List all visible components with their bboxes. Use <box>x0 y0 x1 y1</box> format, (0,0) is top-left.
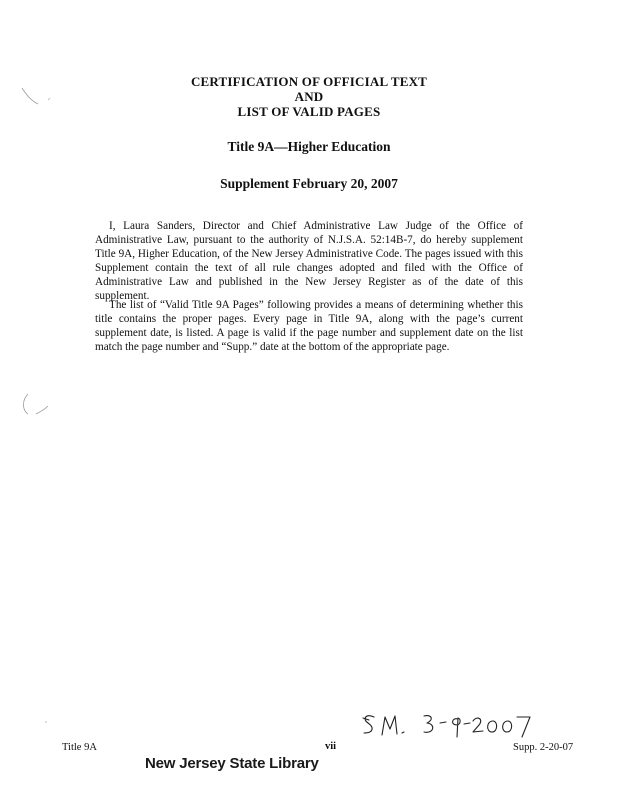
document-title: Title 9A—Higher Education <box>227 139 391 154</box>
footer-page-number: vii <box>325 741 337 752</box>
heading-line-1: CERTIFICATION OF OFFICIAL TEXT <box>190 74 428 89</box>
scan-artifact-icon <box>20 86 54 108</box>
handwritten-note-icon <box>360 705 540 745</box>
certification-paragraph: I, Laura Sanders, Director and Chief Administrative Law Judge of the Office of Administrative Law, pursuant to the authority of N.J.S.A. 52:14B-7, do hereby supplement Title 9A, Higher Education, of the New Jersey Administrative Code. The pages issued with this Supplement contain the text of all rule changes adopted and filed with the Office of Administrative Law and published in the New Jersey Register as of the date of this supplement. <box>95 220 523 303</box>
footer-supplement-date: Supp. 2-20-07 <box>513 742 574 753</box>
heading-line-2: AND <box>294 89 324 104</box>
heading-line-3: LIST OF VALID PAGES <box>237 104 381 119</box>
scan-artifact-icon <box>20 392 54 422</box>
valid-pages-paragraph: The list of “Valid Title 9A Pages” following provides a means of determining whether this title contains the proper pages. Every page in Title 9A, along with the page’s current supplement date, is listed. A page is valid if the page number and supplement date on the list match the page number and “Supp.” date at the bottom of the appropriate page. <box>95 299 523 354</box>
scan-artifact-icon <box>42 718 50 726</box>
footer-title: Title 9A <box>62 742 97 753</box>
library-stamp: New Jersey State Library <box>145 755 319 772</box>
supplement-date: Supplement February 20, 2007 <box>220 176 398 191</box>
